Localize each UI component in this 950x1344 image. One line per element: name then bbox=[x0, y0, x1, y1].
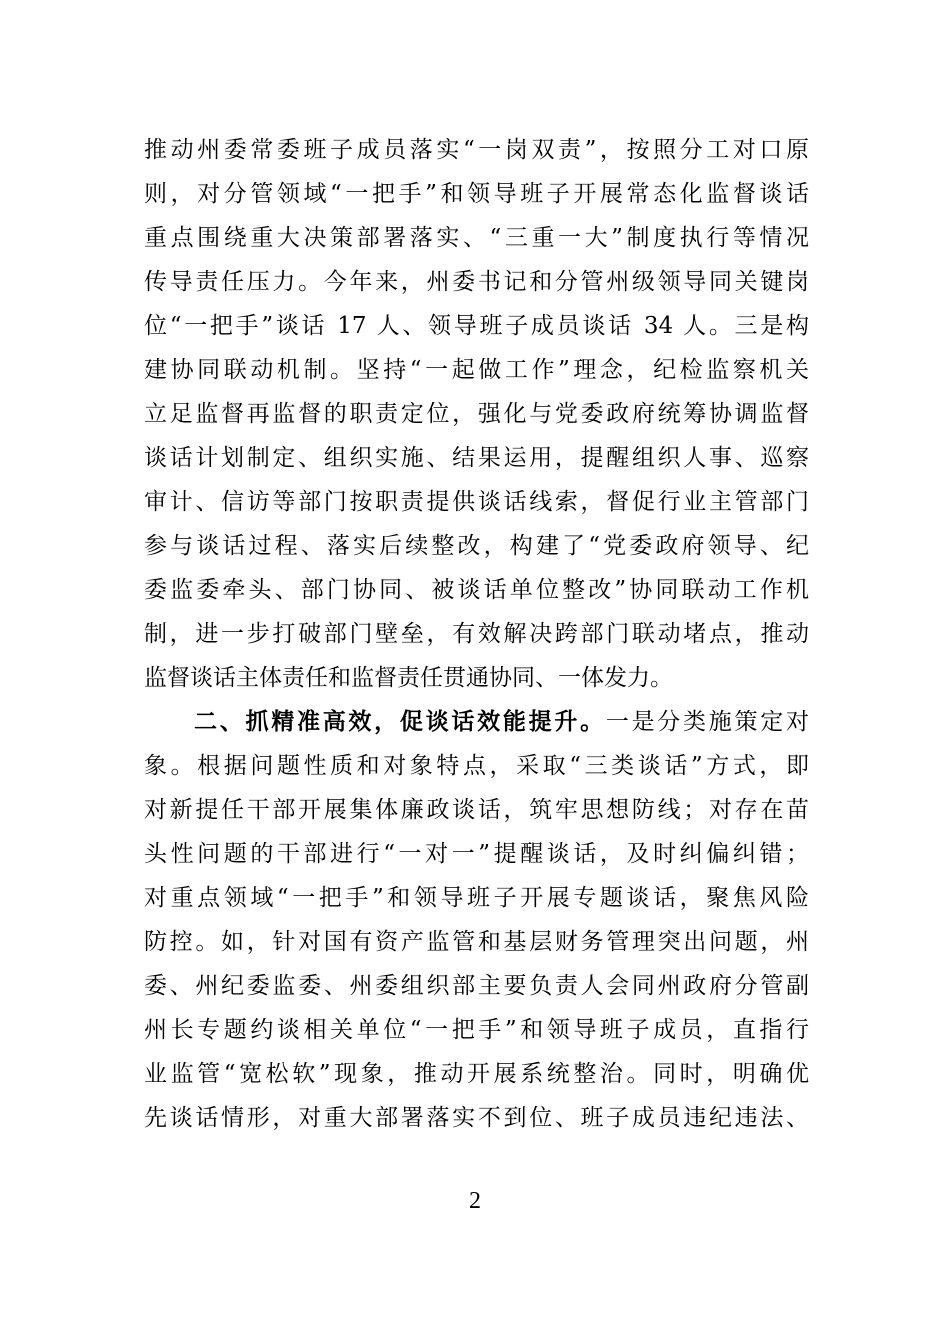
document-body bbox=[144, 128, 809, 1140]
page-number: 2 bbox=[469, 1188, 481, 1214]
paragraph-2-line: 业监管“宽松软”现象，推动开展系统整治。同时，明确优 bbox=[144, 1061, 809, 1087]
paragraph-2-line: 防控。如，针对国有资产监管和基层财务管理突出问题，州 bbox=[144, 929, 809, 955]
paragraph-1-line: 监督谈话主体责任和监督责任贯通协同、一体发力。 bbox=[144, 665, 673, 691]
paragraph-2-first-line bbox=[144, 700, 809, 744]
paragraph-2-line: 先谈话情形，对重大部署落实不到位、班子成员违纪违法、 bbox=[144, 1105, 809, 1131]
paragraph-1-line: 重点围绕重大决策部署落实、“三重一大”制度执行等情况 bbox=[144, 225, 809, 251]
paragraph-1-line: 制，进一步打破部门壁垒，有效解决跨部门联动堵点，推动 bbox=[144, 621, 809, 647]
paragraph-2 bbox=[144, 700, 809, 1140]
paragraph-1-line: 建协同联动机制。坚持“一起做工作”理念，纪检监察机关 bbox=[144, 357, 809, 383]
paragraph-1-line: 推动州委常委班子成员落实“一岗双责”，按照分工对口原 bbox=[144, 137, 809, 163]
paragraph-2-line: 头性问题的干部进行“一对一”提醒谈话，及时纠偏纠错； bbox=[144, 841, 809, 867]
paragraph-2-line: 州长专题约谈相关单位“一把手”和领导班子成员，直指行 bbox=[144, 1017, 809, 1043]
paragraph-1-line: 立足监督再监督的职责定位，强化与党委政府统筹协调监督 bbox=[144, 401, 809, 427]
paragraph-1-line: 委监委牵头、部门协同、被谈话单位整改”协同联动工作机 bbox=[144, 577, 809, 603]
section-heading: 二、抓精准高效，促谈话效能提升。 bbox=[194, 708, 606, 735]
paragraph-1-line: 谈话计划制定、组织实施、结果运用，提醒组织人事、巡察 bbox=[144, 445, 809, 471]
paragraph-1 bbox=[144, 128, 809, 700]
paragraph-2-line: 对新提任干部开展集体廉政谈话，筑牢思想防线；对存在苗 bbox=[144, 797, 809, 823]
paragraph-1-line: 传导责任压力。今年来，州委书记和分管州级领导同关键岗 bbox=[144, 269, 809, 295]
paragraph-1-line: 审计、信访等部门按职责提供谈话线索，督促行业主管部门 bbox=[144, 489, 809, 515]
paragraph-1-line: 参与谈话过程、落实后续整改，构建了“党委政府领导、纪 bbox=[144, 533, 809, 559]
paragraph-1-line: 位“一把手”谈话 17 人、领导班子成员谈话 34 人。三是构 bbox=[144, 313, 809, 339]
paragraph-2-line: 对重点领域“一把手”和领导班子开展专题谈话，聚焦风险 bbox=[144, 885, 809, 911]
section-heading-continuation: 一是分类施策定对 bbox=[605, 709, 809, 735]
paragraph-2-line: 象。根据问题性质和对象特点，采取“三类谈话”方式，即 bbox=[144, 753, 809, 779]
paragraph-2-line: 委、州纪委监委、州委组织部主要负责人会同州政府分管副 bbox=[144, 973, 809, 999]
paragraph-1-line: 则，对分管领域“一把手”和领导班子开展常态化监督谈话 bbox=[144, 181, 809, 207]
